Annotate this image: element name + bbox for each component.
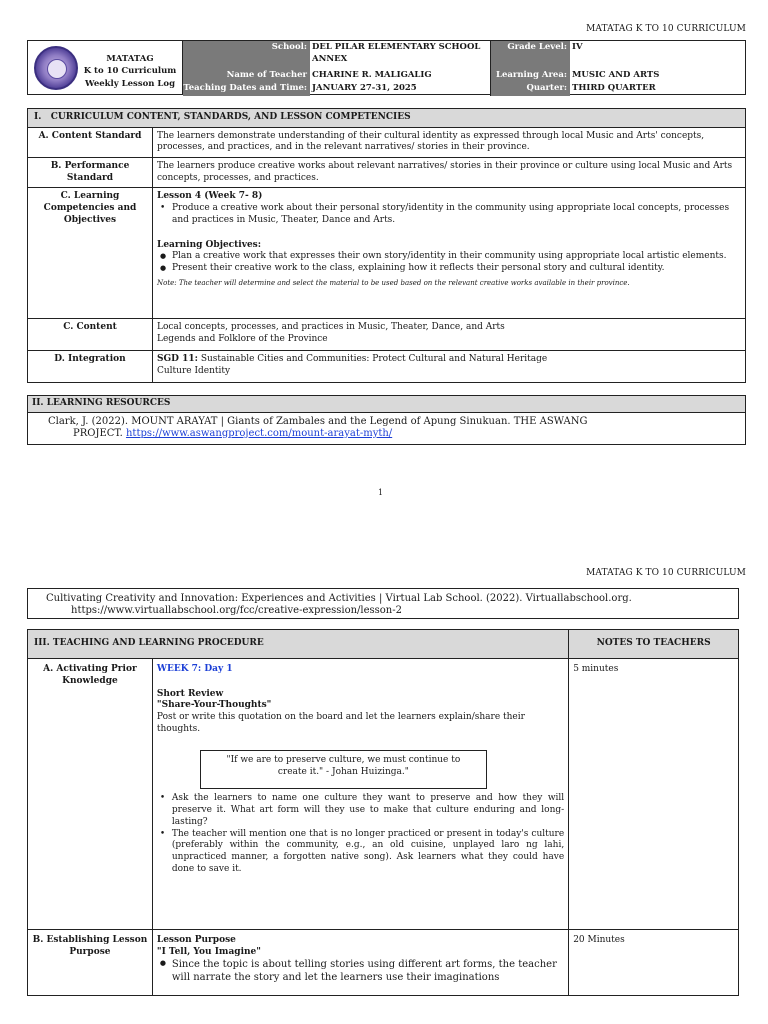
lesson-title: Lesson 4 (Week 7- 8) <box>157 191 263 202</box>
activity-title: "Share-Your-Thoughts" <box>156 700 272 711</box>
header-title-line1: MATATAG <box>106 54 154 65</box>
teaching-procedure-table <box>27 629 739 996</box>
curriculum-content-table <box>27 108 746 383</box>
content-standard-label: A. Content Standard <box>28 127 153 157</box>
header-info-grid <box>183 41 745 94</box>
reference-line-2 <box>48 428 725 440</box>
content-line: Legends and Folklore of the Province <box>157 334 328 345</box>
section1-heading-num: I. <box>34 112 42 122</box>
teacher-value: CHARINE R. MALIGALIG <box>310 68 491 82</box>
objectives-list <box>157 251 741 274</box>
curriculum-tag: MATATAG K TO 10 CURRICULUM <box>586 568 746 578</box>
teacher-note: Note: The teacher will determine and select the material to be used based on the relevant creative works available in their province. <box>157 278 630 287</box>
quarter-value: THIRD QUARTER <box>572 83 656 93</box>
section3-heading: III. TEACHING AND LEARNING PROCEDURE <box>28 630 569 659</box>
quotation-box: "If we are to preserve culture, we must continue to create it." - Johan Huizinga." <box>200 750 487 789</box>
competencies-label: C. Learning Competencies and Objectives <box>28 188 153 319</box>
content-label: C. Content <box>28 319 153 351</box>
quarter-label: Quarter: <box>491 82 570 96</box>
header-title-line2: K to 10 Curriculum <box>83 66 177 77</box>
reference-line: Cultivating Creativity and Innovation: Experiences and Activities | Virtual Lab School. (2022). Virtuallabschool.org. <box>46 593 632 604</box>
header-logo-cell <box>28 41 183 94</box>
activating-note: 5 minutes <box>569 659 739 930</box>
lesson-purpose-bullets <box>157 958 564 984</box>
activating-knowledge-label: A. Activating Prior Knowledge <box>28 659 153 930</box>
dates-label: Teaching Dates and Time: <box>183 82 310 96</box>
reference-box <box>27 588 739 619</box>
week-day-label: WEEK 7: Day 1 <box>156 664 233 674</box>
section1-heading <box>28 109 746 128</box>
activity-instruction: Post or write this quotation on the board and let the learners explain/share their thoughts. <box>156 712 525 734</box>
lesson-purpose-note: 20 Minutes <box>569 930 739 996</box>
notes-heading: NOTES TO TEACHERS <box>569 630 739 659</box>
section1-heading-text: CURRICULUM CONTENT, STANDARDS, AND LESSON COMPETENCIES <box>50 112 411 122</box>
dates-value: JANUARY 27-31, 2025 <box>310 82 491 96</box>
objective-item: ● Present their creative work to the class, explaining how it reflects their personal story and cultural identity. <box>157 263 741 275</box>
sdg-text: Sustainable Cities and Communities: Protect Cultural and Natural Heritage <box>197 354 548 365</box>
reference-source: PROJECT. <box>73 427 126 439</box>
deped-seal-icon <box>34 46 78 90</box>
performance-standard-label: B. Performance Standard <box>28 158 153 188</box>
content-standard-text: The learners demonstrate understanding of their cultural identity as expressed through local Music and Arts' concepts, processes, and practices, and in the relevant narratives/ stories in their province. <box>153 127 746 157</box>
lesson-purpose-label: B. Establishing Lesson Purpose <box>28 930 153 996</box>
lesson-purpose-activity: "I Tell, You Imagine" <box>156 946 261 957</box>
school-label: School: <box>183 41 310 68</box>
content-cell <box>153 319 746 351</box>
integration-line: Culture Identity <box>157 366 231 377</box>
sdg-code: SGD 11: <box>157 354 198 365</box>
page-number: 1 <box>378 488 384 497</box>
reference-link[interactable]: https://www.aswangproject.com/mount-arayat-myth/ <box>125 427 393 439</box>
competency-item: • Produce a creative work about their personal story/identity in the community using appropriate local concepts, processes and practices in Music, Theater, Dance and Arts. <box>157 203 741 226</box>
performance-standard-text: The learners produce creative works about relevant narratives/ stories in their province or culture using local Music and Arts concepts, processes, and practices. <box>153 158 746 188</box>
section2-heading: II. LEARNING RESOURCES <box>28 396 746 413</box>
resources-cell <box>28 412 746 444</box>
reference-line: https://www.virtuallabschool.org/fcc/creative-expression/lesson-2 <box>71 605 402 616</box>
area-value: MUSIC AND ARTS <box>572 70 660 80</box>
activating-knowledge-cell <box>152 659 568 930</box>
lesson-purpose-cell <box>152 930 568 996</box>
competency-list <box>157 203 741 226</box>
activity-bullet: • Ask the learners to name one culture they want to preserve and how they will preserve it. What art form will they use to make that culture enduring and long- lasting? <box>157 793 564 828</box>
header-title-line3: Weekly Lesson Log <box>84 78 176 89</box>
lesson-log-header <box>27 40 746 95</box>
header-title <box>78 45 182 90</box>
area-label: Learning Area: <box>491 68 570 82</box>
integration-label: D. Integration <box>28 351 153 383</box>
grade-value: IV <box>572 42 583 52</box>
curriculum-tag: MATATAG K TO 10 CURRICULUM <box>586 24 746 34</box>
objectives-heading: Learning Objectives: <box>157 239 262 250</box>
activity-bullet: • The teacher will mention one that is no longer practiced or present in today's culture (preferably within the community, e.g., an old cuisine, unplayed laro ng lahi, unpracticed manner, a forgotten native song). Ask learners what they could have done to save it. <box>157 829 564 876</box>
competencies-cell <box>153 188 746 319</box>
integration-cell <box>153 351 746 383</box>
learning-resources-table <box>27 395 746 445</box>
short-review-heading: Short Review <box>156 688 224 699</box>
reference-line: Clark, J. (2022). MOUNT ARAYAT | Giants of Zambales and the Legend of Apung Sinukuan. THE ASWANG <box>48 415 588 427</box>
school-value: DEL PILAR ELEMENTARY SCHOOL ANNEX <box>310 41 491 68</box>
teacher-label: Name of Teacher <box>183 68 310 82</box>
objective-item: ● Plan a creative work that expresses their own story/identity in their community using appropriate local artistic elements. <box>157 251 741 263</box>
content-line: Local concepts, processes, and practices in Music, Theater, Dance, and Arts <box>157 322 505 333</box>
lesson-purpose-bullet: ● Since the topic is about telling stories using different art forms, the teacher will narrate the story and let the learners use their imaginations <box>157 958 564 984</box>
lesson-purpose-heading: Lesson Purpose <box>156 935 236 945</box>
grade-label: Grade Level: <box>491 41 570 68</box>
integration-sdg-line <box>157 354 741 366</box>
activity-bullets <box>157 793 564 875</box>
